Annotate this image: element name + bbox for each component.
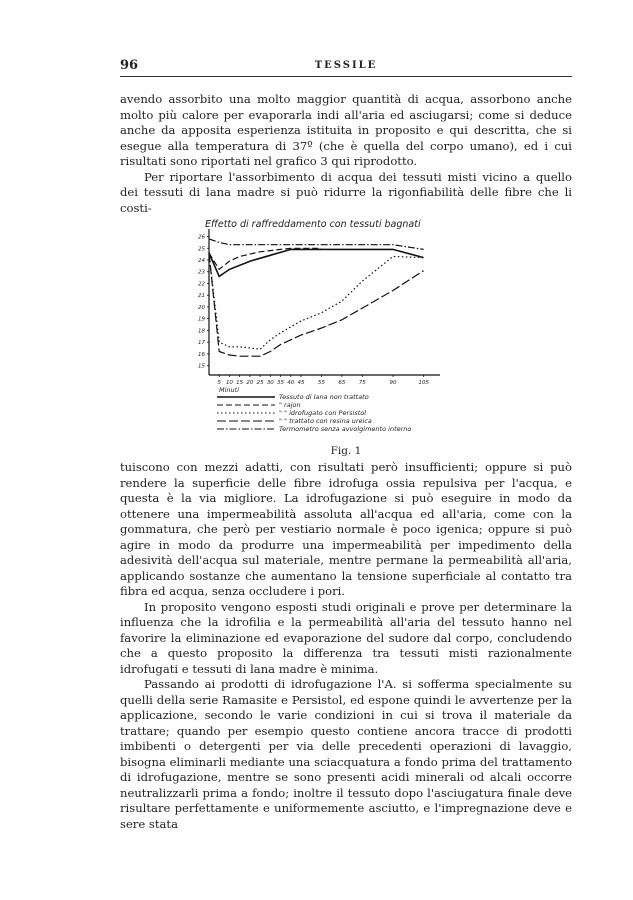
x-tick-label: 75 (358, 380, 366, 386)
x-tick-label: 30 (266, 380, 274, 386)
paragraph: Passando ai prodotti di idrofugazione l'A. si sofferma specialmente su quelli della serie Ramasite e Persistol, ed espone quindi le avvertenze per la applicazione, secondo le varie condizioni in cui si trova il materiale da trattare; quando per esempio questo contiene ancora tracce di prodotti imbibenti o detergenti per via delle precedenti operazioni di lavaggio, bisogna eliminarli mediante una sciacquatura a fondo prima del trattamento di idrofugazione, mentre se sono presenti acidi minerali od alcali occorre neutralizzarli prima a fondo; inoltre il tessuto dopo l'asciugatura finale deve risultare perfettamente e uniformemente asciutto, e l'impregnazione deve e sere stata (120, 677, 572, 831)
x-tick-label: 90 (389, 380, 397, 386)
y-tick-label: 24 (198, 257, 205, 264)
x-axis-label: Minuti (219, 386, 240, 394)
y-tick-label: 20 (198, 304, 205, 311)
series-line-1 (209, 249, 424, 276)
x-tick-label: 40 (287, 380, 295, 386)
chart-svg (195, 215, 455, 440)
figure-chart (195, 215, 455, 440)
x-tick-label: 25 (256, 380, 264, 386)
paragraph: tuiscono con mezzi adatti, con risultati però insufficienti; oppure si può rendere la superficie delle fibre idrofuga ossia repulsiva per l'acqua, e questa è la via migliore. La idrofugazione si può eseguire in modo da ottenere una impermeabilità assoluta all'acqua ed all'aria, come con la gommatura, che però per vestiario normale è poco igenica; oppure si può agire in modo da produrre una impermeabilità per impedimento della adesività dell'acqua sul materiale, mentre permane la permeabilità all'aria, applicando sostanze che aumentano la tensione superficiale al contatto tra fibra ed acqua, senza occludere i pori. (120, 460, 572, 598)
legend-label: Tessuto di lana non trattato (279, 393, 369, 401)
x-tick-label: 15 (236, 380, 244, 386)
y-tick-label: 19 (198, 316, 205, 323)
page-header (120, 58, 572, 76)
y-tick-label: 15 (198, 363, 205, 370)
legend-label: Termometro senza avvolgimento interno (279, 425, 412, 433)
x-tick-label: 5 (217, 380, 221, 386)
legend-label: " " trattato con resina ureica (279, 417, 372, 425)
x-tick-label: 20 (246, 380, 254, 386)
figure-caption: Fig. 1 (330, 445, 362, 457)
legend-label: " rajon (279, 401, 301, 409)
y-tick-label: 26 (198, 234, 205, 241)
x-tick-label: 35 (277, 380, 285, 386)
header-rule (120, 76, 572, 77)
text-block-bottom (120, 460, 572, 832)
paragraph: avendo assorbito una molto maggior quantità di acqua, assorbono anche molto più calore per evaporarla indi all'aria ed asciugarsi; come si deduce anche da apposita esperienza istituita in proposito e qui descritta, che si esegue alla temperatura di 37º (che è quella del corpo umano), ed i cui risultati sono riportati nel grafico 3 qui riprodotto. (120, 92, 572, 168)
chart-title: Effetto di raffreddamento con tessuti bagnati (205, 219, 421, 230)
series-line-3 (209, 253, 424, 349)
series-line-4 (209, 253, 424, 356)
y-tick-label: 18 (198, 328, 205, 335)
paragraph: Per riportare l'assorbimento di acqua dei tessuti misti vicino a quello dei tessuti di lana madre si può ridurre la rigonfiabilità delle fibre che li costi- (120, 169, 572, 215)
running-head: TESSILE (314, 60, 378, 71)
y-tick-label: 23 (198, 269, 205, 276)
legend-label: " " idrofugato con Persistol (279, 409, 367, 417)
x-tick-label: 65 (338, 380, 346, 386)
y-tick-label: 21 (198, 293, 205, 300)
page-number: 96 (120, 58, 139, 73)
paragraph: In proposito vengono esposti studi originali e prove per determinare la influenza che la idrofilia e la permeabilità all'aria del tessuto hanno nel favorire la eliminazione ed evaporazione del sudore dal corpo, concludendo che a questo proposito la differenza tra tessuti misti razionalmente idrofugati e tessuti di lana madre è minima. (120, 599, 572, 676)
x-tick-label: 105 (418, 380, 429, 386)
y-tick-label: 17 (198, 340, 205, 347)
text-block-top (120, 92, 572, 216)
x-tick-label: 10 (225, 380, 233, 386)
y-tick-label: 16 (198, 351, 205, 358)
x-tick-label: 45 (297, 380, 305, 386)
y-tick-label: 25 (198, 246, 205, 253)
series-line-2 (209, 248, 321, 269)
y-tick-label: 22 (198, 281, 205, 288)
x-tick-label: 55 (317, 380, 325, 386)
